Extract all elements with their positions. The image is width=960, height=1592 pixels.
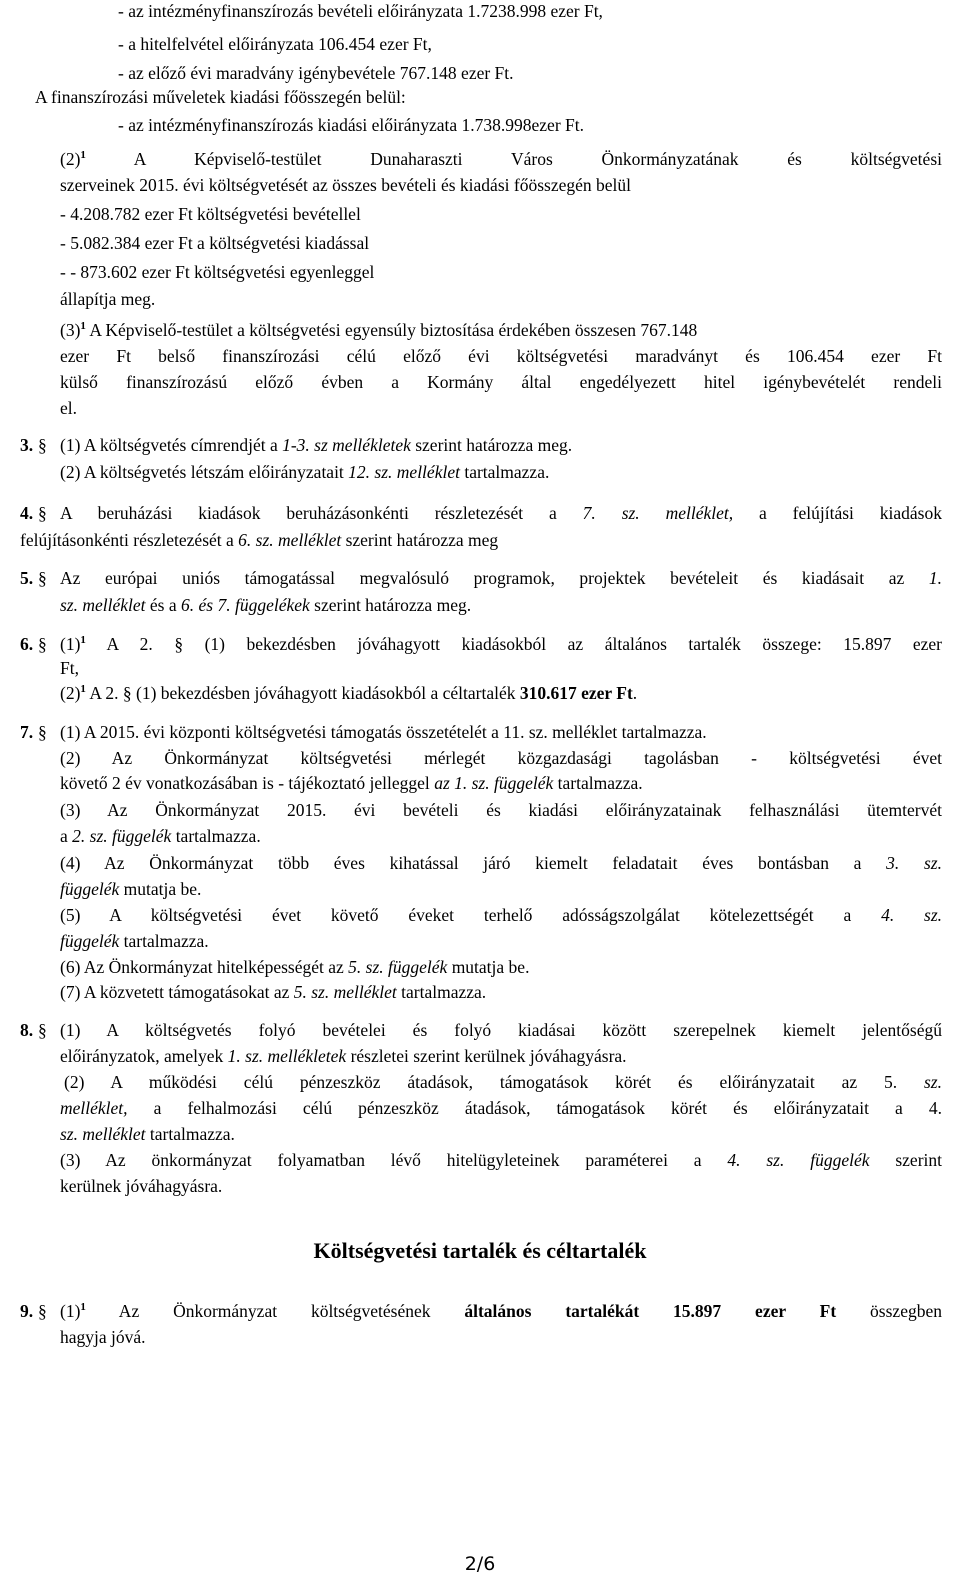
amount-highlight: általános tartalékát 15.897 ezer Ft [464,1301,837,1321]
text-segment: mutatja be. [119,879,202,899]
text-line: kerülnek jóváhagyásra. [60,1176,223,1196]
section-number: 6. [20,634,34,654]
amount-highlight: 310.617 ezer Ft [519,683,633,703]
text-line [60,1300,942,1322]
text-line: ezer Ft belső finanszírozási célú előző évi költségvetési maradványt és 106.454 ezer Ft [60,346,942,366]
section-heading: Költségvetési tartalék és céltartalék [313,1238,647,1263]
text-segment: követő 2 év vonatkozásában is - tájékoztató jelleggel [60,773,435,793]
text-line [60,981,950,1003]
section-sign: § [38,634,47,654]
text-segment: szerint határozza meg. [309,595,472,615]
annex-reference: 7. sz. melléklet, [582,503,734,523]
text-line [60,682,950,704]
text-line: állapítja meg. [60,289,156,309]
annex-reference: sz. [924,1072,942,1092]
footnote-ref: 1 [80,1301,86,1313]
text-segment: tartalmazza. [396,982,487,1002]
annex-reference: 1. [928,568,942,588]
text-line [64,1071,942,1093]
text-segment: mutatja be. [447,957,530,977]
text-segment: felújításonkénti részletezését a [20,530,239,550]
text-segment: tartalmazza. [553,773,643,793]
text-segment: szerint határozza meg. [410,435,573,455]
text-segment: a [60,826,73,846]
text-line [60,434,950,456]
text-line: hagyja jóvá. [60,1327,146,1347]
text-line [60,825,950,847]
text-segment: tartalmazza. [119,931,209,951]
text-line [60,956,950,978]
annex-reference: függelék [60,931,120,951]
text-segment: (1) bekezdésben jóváhagyott kiadásokból a céltartalék [131,683,520,703]
text-segment: A Képviselő-testület a költségvetési egyensúly biztosítása érdekében összesen 767.148 [89,320,698,340]
section-sign: § [38,722,47,742]
text-line: (1) A 2015. évi központi költségvetési támogatás összetételét a 11. sz. melléklet tartalmazza. [60,722,707,742]
para-number: (1) [60,634,81,654]
text-segment: és a [145,595,182,615]
text-segment: tartalmazza. [145,1124,235,1144]
paragraph-line [60,319,950,341]
para-number: (1) [60,1301,81,1321]
section-sign: § [38,503,47,523]
annex-reference: 5. sz. melléklet [293,982,397,1002]
text-line [60,461,950,483]
annex-reference: sz. melléklet [60,1124,146,1144]
annex-reference: 4. sz. [881,905,943,925]
para-number: (2) [60,683,81,703]
text-line [60,567,942,589]
text-line [60,772,950,794]
annex-reference: 5. sz. függelék [348,957,448,977]
footnote-ref: 1 [80,683,86,695]
section-number: 8. [20,1020,34,1040]
annex-reference: 1. sz. mellékletek [227,1046,347,1066]
text-line [60,633,942,655]
text-segment: A Képviselő-testület Dunaharaszti Város Önkormányzatának és költségvetési [133,149,942,169]
text-line [60,930,950,952]
section-sign: § [38,435,47,455]
section-sign: § [38,1301,47,1321]
footnote-ref: 1 [80,320,86,332]
text-line: - a hitelfelvétel előirányzata 106.454 ezer Ft, [118,34,432,54]
text-line [60,1045,950,1067]
text-segment: (2) A működési célú pénzeszköz átadások, támogatások körét és előirányzatait az 5. [64,1072,924,1092]
para-number: (2) [60,149,81,169]
section-number: 7. [20,722,34,742]
text-line [60,878,950,900]
text-segment: szerint [869,1150,942,1170]
text-segment: tartalmazza. [171,826,261,846]
text-line: - az intézményfinanszírozás bevételi előirányzata 1.7238.998 ezer Ft, [118,1,603,21]
page-number: 2/6 [464,1553,496,1575]
text-segment: A 2. [85,634,175,654]
text-segment: A 2. [85,683,123,703]
annex-reference: melléklet, [60,1098,128,1118]
text-line: (3) Az Önkormányzat 2015. évi bevételi és kiadási előirányzatainak felhasználási ütemtervét [60,800,942,820]
annex-reference: 1-3. sz mellékletek [282,435,411,455]
text-segment: (4) Az Önkormányzat több éves kihatással járó kiemelt feladatait éves bontásban a [60,853,887,873]
text-line: (1) A költségvetés folyó bevételei és folyó kiadásai között szerepelnek kiemelt jelentőségű [60,1020,942,1040]
text-line [60,502,942,524]
annex-reference: 2. sz. függelék [72,826,172,846]
annex-reference: 4. sz. függelék [727,1150,870,1170]
section-sign: § [122,683,132,703]
annex-reference: sz. melléklet [60,595,146,615]
text-line [60,1097,942,1119]
section-sign: § [174,634,184,654]
text-line: - az intézményfinanszírozás kiadási előirányzata 1.738.998ezer Ft. [118,115,584,135]
text-line: külső finanszírozású előző évben a Kormány által engedélyezett hitel igénybevételét rendeli [60,372,942,392]
text-line [20,529,910,551]
section-sign: § [38,1020,47,1040]
para-number: (3) [60,320,81,340]
text-line [60,852,942,874]
text-segment: (6) Az Önkormányzat hitelképességét az [60,957,349,977]
text-segment: (5) A költségvetési évet követő éveket terhelő adósságszolgálat kötelezettségét a [60,905,882,925]
text-segment: Az európai uniós támogatással megvalósuló programok, projektek bevételeit és kiadásait az [60,568,929,588]
text-segment: A beruházási kiadások beruházásonkénti részletezését a [60,503,583,523]
annex-reference: 12. sz. melléklet [348,462,460,482]
text-line: - - 873.602 ezer Ft költségvetési egyenleggel [60,262,375,282]
text-line: szerveinek 2015. évi költségvetését az összes bevételi és kiadási főösszegén belül [60,175,631,195]
text-segment: előirányzatok, amelyek [60,1046,228,1066]
section-number: 5. [20,568,34,588]
text-line: A finanszírozási műveletek kiadási főösszegén belül: [35,87,406,107]
text-segment: szerint határozza meg [341,530,499,550]
section-number: 4. [20,503,34,523]
annex-reference: az 1. sz. függelék [434,773,554,793]
annex-reference: 3. sz. [886,853,942,873]
text-line [60,594,950,616]
section-number: 3. [20,435,34,455]
text-line: (2) Az Önkormányzat költségvetési mérlegét közgazdasági tagolásban - költségvetési évet [60,748,942,768]
text-segment: Az Önkormányzat költségvetésének [85,1301,465,1321]
text-line [60,904,942,926]
text-line [60,1149,942,1171]
text-segment: tartalmazza. [459,462,550,482]
text-segment: . [632,683,638,703]
text-line: - 5.082.384 ezer Ft a költségvetési kiadással [60,233,370,253]
text-segment: (1) bekezdésben jóváhagyott kiadásokból az általános tartalék összege: 15.897 ezer [183,634,942,654]
text-segment: (2) A költségvetés létszám előirányzatait [60,462,349,482]
text-segment: a felújítási kiadások [733,503,942,523]
section-sign: § [38,568,47,588]
text-segment: összegben [836,1301,942,1321]
text-line: Ft, [60,658,79,678]
text-segment: (3) Az önkormányzat folyamatban lévő hitelügyleteinek paraméterei a [60,1150,728,1170]
annex-reference: 6. és 7. függelékek [181,595,310,615]
section-number: 9. [20,1301,34,1321]
text-line [60,1123,950,1145]
text-line: - 4.208.782 ezer Ft költségvetési bevétellel [60,204,361,224]
footnote-ref: 1 [80,634,86,646]
text-segment: (1) A költségvetés címrendjét a [60,435,283,455]
text-segment: részletei szerint kerülnek jóváhagyásra. [346,1046,627,1066]
text-line: - az előző évi maradvány igénybevétele 767.148 ezer Ft. [118,63,514,83]
text-segment: a felhalmozási célú pénzeszköz átadások, támogatások körét és előirányzatait a 4. [127,1098,942,1118]
footnote-ref: 1 [80,149,86,161]
text-segment: (7) A közvetett támogatásokat az [60,982,294,1002]
text-line: el. [60,398,78,418]
annex-reference: 6. sz. melléklet [238,530,342,550]
paragraph-line [60,148,942,170]
annex-reference: függelék [60,879,120,899]
